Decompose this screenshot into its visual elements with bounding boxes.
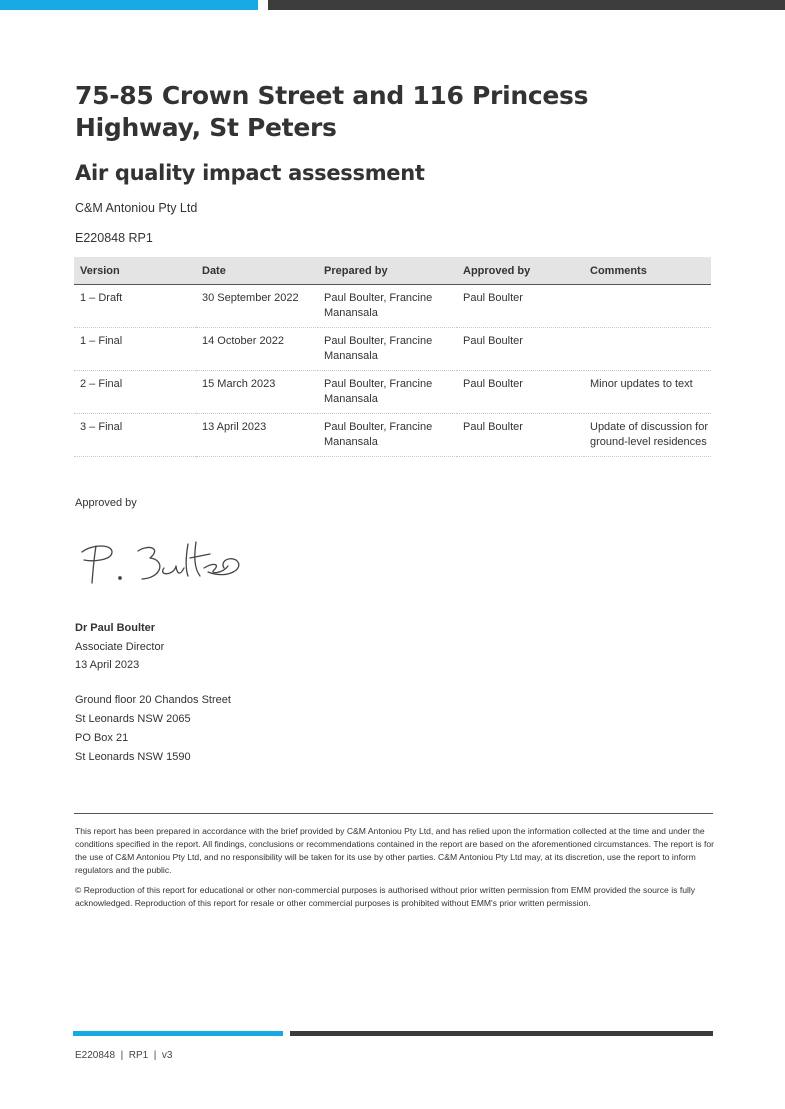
table-row xyxy=(74,328,711,371)
column-header-comments: Comments xyxy=(584,257,711,285)
header-accent-bar-blue xyxy=(0,0,258,10)
table-row xyxy=(74,414,711,457)
cell-prepared-by: Paul Boulter, Francine Manansala xyxy=(318,414,457,457)
cell-date: 15 March 2023 xyxy=(196,371,318,414)
disclaimer xyxy=(75,825,715,917)
cell-approved-by: Paul Boulter xyxy=(457,285,584,328)
cell-prepared-by: Paul Boulter, Francine Manansala xyxy=(318,328,457,371)
cell-prepared-by: Paul Boulter, Francine Manansala xyxy=(318,371,457,414)
office-address xyxy=(75,691,231,767)
cell-approved-by: Paul Boulter xyxy=(457,414,584,457)
version-history-table xyxy=(74,257,711,457)
approver-role: Associate Director xyxy=(75,640,165,653)
copyright-paragraph: © Reproduction of this report for educational or other non-commercial purposes is authorised without prior written permission from EMM provided the source is fully acknowledged. Reproduction of this report for resale or other commercial purposes is prohibited without EMM's prior written permission. xyxy=(75,885,696,908)
footer-accent-bar-dark xyxy=(290,1031,713,1036)
table-row xyxy=(74,371,711,414)
report-title: 75-85 Crown Street and 116 Princess Highway, St Peters xyxy=(75,81,589,142)
address-line: PO Box 21 xyxy=(75,732,129,744)
column-header-prepared-by: Prepared by xyxy=(318,257,457,285)
cell-comments xyxy=(584,328,711,371)
report-subtitle: Air quality impact assessment xyxy=(75,161,425,185)
table-header-row xyxy=(74,257,711,285)
report-reference: E220848 RP1 xyxy=(75,231,153,245)
table-row xyxy=(74,285,711,328)
disclaimer-paragraph: This report has been prepared in accordance with the brief provided by C&M Antoniou Pty Ltd, and has relied upon the information collected at the time and under the conditions specified in the report. All findings, conclusions or recommendations contained in the report are based on the aforementioned circumstances. The report is for the use of C&M Antoniou Pty Ltd, and no responsibility will be taken for its use by other parties. C&M Antoniou Pty Ltd may, at its discretion, use the report to inform regulators and the public. xyxy=(75,826,714,875)
handwritten-signature xyxy=(78,538,248,588)
cell-version: 3 – Final xyxy=(74,414,196,457)
approved-by-label: Approved by xyxy=(75,497,137,509)
address-line: St Leonards NSW 2065 xyxy=(75,713,191,725)
section-divider xyxy=(74,813,713,814)
approver-name: Dr Paul Boulter xyxy=(75,622,156,634)
cell-version: 1 – Draft xyxy=(74,285,196,328)
footer-reference: E220848 | RP1 | v3 xyxy=(75,1050,173,1061)
approver-block xyxy=(75,619,164,675)
address-line: St Leonards NSW 1590 xyxy=(75,751,191,763)
cell-version: 1 – Final xyxy=(74,328,196,371)
column-header-date: Date xyxy=(196,257,318,285)
client-name: C&M Antoniou Pty Ltd xyxy=(75,201,198,215)
footer-accent-bar-blue xyxy=(73,1031,283,1036)
header-accent-bar-dark xyxy=(268,0,785,10)
cell-comments: Minor updates to text xyxy=(584,371,711,414)
cell-comments xyxy=(584,285,711,328)
cell-comments: Update of discussion for ground-level residences xyxy=(584,414,711,457)
page-footer xyxy=(75,1050,172,1061)
column-header-version: Version xyxy=(74,257,196,285)
approval-date: 13 April 2023 xyxy=(75,659,140,671)
cell-approved-by: Paul Boulter xyxy=(457,328,584,371)
address-line: Ground floor 20 Chandos Street xyxy=(75,694,231,706)
column-header-approved-by: Approved by xyxy=(457,257,584,285)
cell-date: 14 October 2022 xyxy=(196,328,318,371)
cell-approved-by: Paul Boulter xyxy=(457,371,584,414)
cell-version: 2 – Final xyxy=(74,371,196,414)
cell-date: 30 September 2022 xyxy=(196,285,318,328)
cell-date: 13 April 2023 xyxy=(196,414,318,457)
cell-prepared-by: Paul Boulter, Francine Manansala xyxy=(318,285,457,328)
